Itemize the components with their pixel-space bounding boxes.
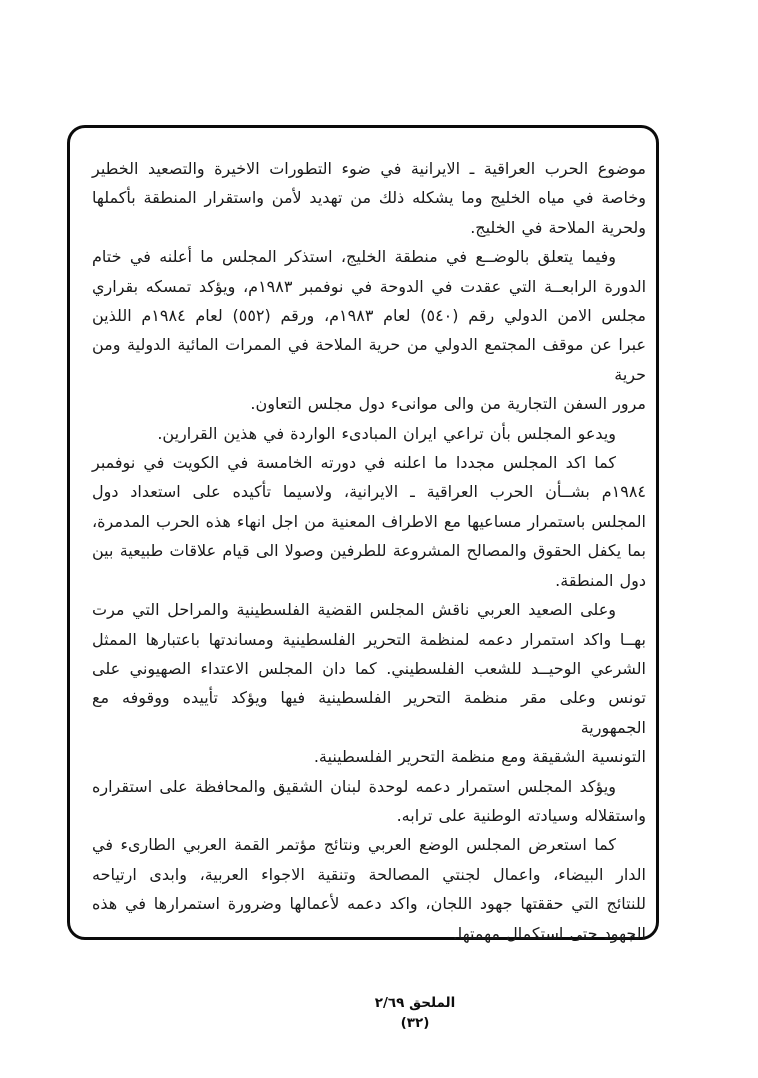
paragraph xyxy=(92,242,646,418)
page-footer xyxy=(72,993,758,1033)
text-line: ويؤكد المجلس استمرار دعمه لوحدة لبنان الشقيق والمحافظة على استقراره xyxy=(92,776,616,796)
paragraph xyxy=(92,448,646,595)
paragraph xyxy=(92,830,646,948)
text-line: بهــا واكد استمرار دعمه لمنظمة التحرير الفلسطينية ومساندتها باعتبارها الممثل xyxy=(92,629,646,649)
text-line: الجهود حتى استكمال مهمتها. xyxy=(452,923,646,943)
paragraph xyxy=(92,419,646,448)
text-line: للنتائج التي حققتها جهود اللجان، واكد دعمه لأعمالها وضرورة استمرارها في هذه xyxy=(92,894,646,914)
text-line: موضوع الحرب العراقية ـ الايرانية في ضوء التطورات الاخيرة والتصعيد الخطير xyxy=(92,159,646,178)
text-line: ولحرية الملاحة في الخليج. xyxy=(470,217,646,237)
text-line: الدورة الرابعــة التي عقدت في الدوحة في نوفمبر ١٩٨٣م، ويؤكد تمسكه بقراري xyxy=(92,276,647,296)
text-line: المجلس باستمرار مساعيها مع الاطراف المعنية من اجل انهاء هذه الحرب المدمرة، xyxy=(91,511,646,531)
text-line: الشرعي الوحيــد للشعب الفلسطيني. كما دان المجلس الاعتداء الصهيوني على xyxy=(92,658,646,678)
text-line: واستقلاله وسيادته الوطنية على ترابه. xyxy=(396,805,646,825)
text-line: كما استعرض المجلس الوضع العربي ونتائج مؤتمر القمة العربي الطارىء في xyxy=(92,835,616,855)
text-line: وعلى الصعيد العربي ناقش المجلس القضية الفلسطينية والمراحل التي مرت xyxy=(92,600,616,620)
text-line: عبرا عن موقف المجتمع الدولي من حرية الملاحة في الممرات المائية الدولية ومن حرية xyxy=(92,335,646,384)
text-line: ويدعو المجلس بأن تراعي ايران المبادىء الواردة في هذين القرارين. xyxy=(157,423,616,443)
text-line: كما اكد المجلس مجددا ما اعلنه في دورته الخامسة في الكويت في نوفمبر xyxy=(92,453,616,473)
text-line: مجلس الامن الدولي رقم (٥٤٠) لعام ١٩٨٣م، ورقم (٥٥٢) لعام ١٩٨٤م اللذين xyxy=(92,306,647,326)
appendix-label: الملحق ٢/٦٩ xyxy=(374,995,456,1011)
text-line: بما يكفل الحقوق والمصالح المشروعة للطرفين وصولا الى قيام علاقات طبيعية بين xyxy=(92,541,646,561)
text-line: التونسية الشقيقة ومع منظمة التحرير الفلسطينية. xyxy=(313,747,646,767)
paragraph xyxy=(92,154,646,242)
paragraph xyxy=(92,772,646,831)
paragraph xyxy=(92,595,646,771)
text-line: وخاصة في مياه الخليج وما يشكله ذلك من تهديد لأمن واستقرار المنطقة بأكملها xyxy=(92,188,646,208)
text-line: الدار البيضاء، واعمال لجنتي المصالحة وتنقية الاجواء العربية، وابدى ارتياحه xyxy=(92,864,646,884)
text-line: دول المنطقة. xyxy=(555,570,646,590)
text-line: تونس وعلى مقر منظمة التحرير الفلسطينية فيها ويؤكد تأييده ووقوفه مع الجمهورية xyxy=(92,688,646,737)
text-line: ١٩٨٤م بشــأن الحرب العراقية ـ الايرانية، ولاسيما تأكيده على استعداد دول xyxy=(92,482,646,502)
text-line: وفيما يتعلق بالوضــع في منطقة الخليج، استذكر المجلس ما أعلنه في ختام xyxy=(92,247,616,267)
page-number: (٣٢) xyxy=(400,1015,430,1031)
text-line: مرور السفن التجارية من والى موانىء دول مجلس التعاون. xyxy=(250,394,646,414)
page-frame xyxy=(67,125,659,943)
